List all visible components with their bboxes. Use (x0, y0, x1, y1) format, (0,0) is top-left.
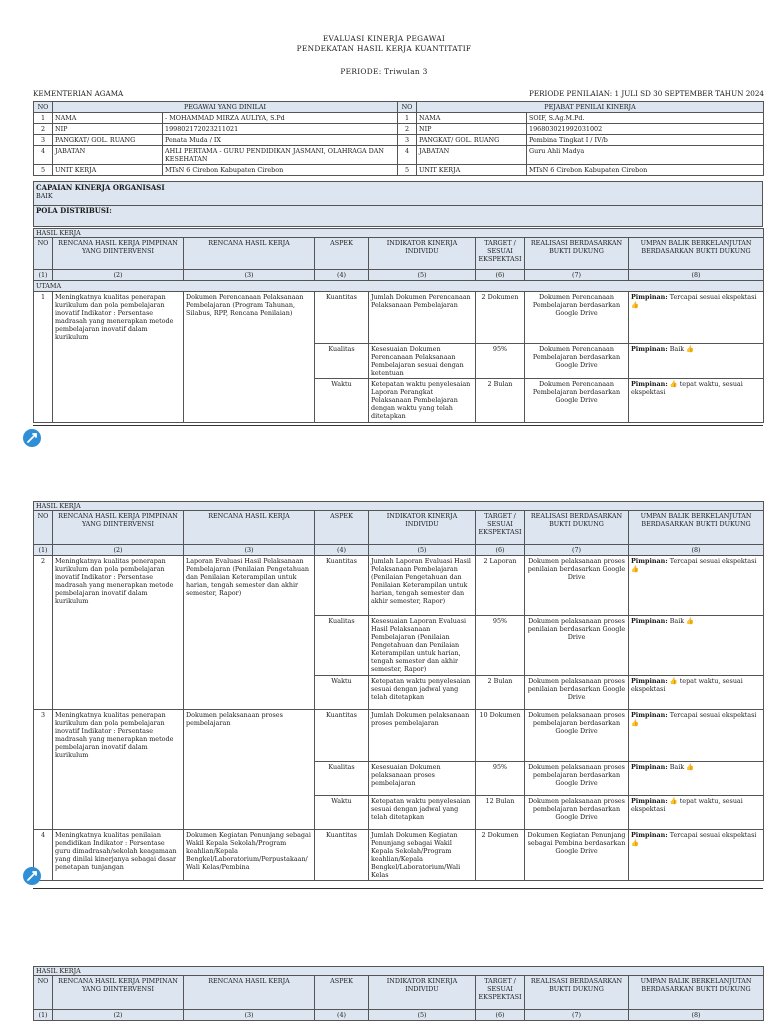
umpan-balik (629, 616, 764, 676)
doc-subtitle: PENDEKATAN HASIL KERJA KUANTITATIF (296, 44, 472, 53)
aspek: Waktu (315, 676, 369, 710)
col-number: (6) (476, 545, 525, 556)
target: 2 Dokumen (476, 830, 525, 881)
section-title: HASIL KERJA (34, 502, 764, 511)
penilai-nama: SOIF, S.Ag.M.Pd. (527, 113, 764, 124)
umpan-text: Tercapai sesuai ekspektasi 👍 (631, 831, 757, 847)
umpan-text: Tercapai sesuai ekspektasi 👍 (631, 293, 757, 309)
pegawai-nama: - MOHAMMAD MIRZA AULIYA, S.Pd (163, 113, 398, 124)
utama-label: UTAMA (34, 281, 764, 292)
umpan-label: Pimpinan: (631, 557, 668, 565)
col-number: (5) (369, 1010, 476, 1021)
periode-penilaian: PERIODE PENILAIAN: 1 JULI SD 30 SEPTEMBER TAHUN 2024 (529, 89, 764, 98)
indikator: Ketepatan waktu penyelesaian sesuai dengan jadwal yang telah ditetapkan (369, 796, 476, 830)
umpan-label: Pimpinan: (631, 345, 668, 353)
row-no: 5 (34, 165, 53, 176)
aspek: Kuantitas (315, 292, 369, 344)
col-number: (2) (53, 1010, 184, 1021)
indikator: Jumlah Dokumen Kegiatan Penunjang sebagai Wakil Kepala Sekolah/Program keahlian/Kepala Bengkel/Laboratorium/Wali Kelas (369, 830, 476, 881)
col-header: TARGET / SESUAI EKSPEKTASI (476, 976, 525, 1010)
table-row (34, 710, 764, 762)
item-no: 3 (34, 710, 53, 830)
aspek: Waktu (315, 379, 369, 423)
target: 2 Bulan (476, 676, 525, 710)
row-no: 2 (398, 124, 417, 135)
indikator: Kesesuaian Dokumen pelaksanaan proses pembelajaran (369, 762, 476, 796)
umpan-balik (629, 676, 764, 710)
id-no-header-2: NO (398, 102, 417, 113)
identity-row (34, 135, 764, 146)
col-number: (8) (629, 1010, 764, 1021)
indikator: Jumlah Dokumen Perencanaan Pelaksanaan Pembelajaran (369, 292, 476, 344)
target: 95% (476, 344, 525, 379)
target: 2 Bulan (476, 379, 525, 423)
col-header: REALISASI BERDASARKAN BUKTI DUKUNG (525, 976, 629, 1010)
aspek: Kuantitas (315, 556, 369, 616)
col-number: (7) (525, 270, 629, 281)
penilai-pangkat: Pembina Tingkat I / IV/b (527, 135, 764, 146)
col-header: UMPAN BALIK BERKELANJUTAN BERDASARKAN BUKTI DUKUNG (629, 976, 764, 1010)
doc-title: EVALUASI KINERJA PEGAWAI (322, 34, 446, 43)
row-no: 3 (398, 135, 417, 146)
target: 95% (476, 762, 525, 796)
col-header: RENCANA HASIL KERJA (184, 511, 315, 545)
capaian-title: CAPAIAN KINERJA ORGANISASI (36, 183, 165, 192)
col-number: (4) (315, 270, 369, 281)
col-number: (3) (184, 545, 315, 556)
col-number: (1) (34, 1010, 53, 1021)
col-number: (1) (34, 545, 53, 556)
col-header: RENCANA HASIL KERJA PIMPINAN YANG DIINTERVENSI (53, 511, 184, 545)
indikator: Ketepatan waktu penyelesaian Laporan Perangkat Pelaksanaan Pembelajaran dengan waktu yang telah ditetapkan (369, 379, 476, 423)
row-no: 4 (398, 146, 417, 165)
aspek: Kuantitas (315, 710, 369, 762)
col-number: (2) (53, 545, 184, 556)
umpan-balik (629, 710, 764, 762)
col-number: (1) (34, 270, 53, 281)
penilai-jabatan: Guru Ahli Madya (527, 146, 764, 165)
row-label: NIP (53, 124, 163, 135)
umpan-text: 👍 tepat waktu, sesuai ekspektasi (631, 677, 743, 693)
capaian-table (33, 181, 763, 227)
col-number: (5) (369, 270, 476, 281)
item-pimpinan: Meningkatnya kualitas penerapan kurikulum dan pola pembelajaran inovatif Indikator : Persentase madrasah yang menerapkan metode pembelajaran inovatif dalam kurikulum (53, 710, 184, 830)
pegawai-nip: 199802172023211021 (163, 124, 398, 135)
umpan-text: 👍 tepat waktu, sesuai ekspektasi (631, 797, 743, 813)
col-number: (3) (184, 270, 315, 281)
row-label: JABATAN (417, 146, 527, 165)
pola-distribusi: POLA DISTRIBUSI: (36, 206, 112, 215)
row-label: PANGKAT/ GOL. RUANG (417, 135, 527, 146)
col-header: RENCANA HASIL KERJA (184, 976, 315, 1010)
umpan-label: Pimpinan: (631, 380, 668, 388)
item-no: 2 (34, 556, 53, 710)
doc-periode: PERIODE: Triwulan 3 (340, 67, 428, 76)
col-header: TARGET / SESUAI EKSPEKTASI (476, 238, 525, 270)
realisasi: Dokumen pelaksanaan proses pembelajaran berdasarkan Google Drive (525, 796, 629, 830)
umpan-label: Pimpinan: (631, 763, 668, 771)
col-header: NO (34, 976, 53, 1010)
instansi: KEMENTERIAN AGAMA (33, 89, 124, 98)
row-label: NAMA (417, 113, 527, 124)
row-label: UNIT KERJA (417, 165, 527, 176)
umpan-label: Pimpinan: (631, 293, 668, 301)
item-pimpinan: Meningkatnya kualitas penerapan kurikulum dan pola pembelajaran inovatif Indikator : Persentase madrasah yang menerapkan metode pembelajaran inovatif dalam kurikulum (53, 292, 184, 423)
row-no: 4 (34, 146, 53, 165)
indikator: Ketepatan waktu penyelesaian sesuai dengan jadwal yang telah ditetapkan (369, 676, 476, 710)
col-header: UMPAN BALIK BERKELANJUTAN BERDASARKAN BUKTI DUKUNG (629, 238, 764, 270)
col-number: (4) (315, 1010, 369, 1021)
realisasi: Dokumen pelaksanaan proses penilaian berdasarkan Google Drive (525, 676, 629, 710)
col-header: ASPEK (315, 511, 369, 545)
item-pimpinan: Meningkatnya kualitas penilaian pendidikan Indikator : Persentase guru dimadrasah/sekolah keagamaan yang dinilai kinerjanya sebagai dasar penetapan tunjangan (53, 830, 184, 881)
row-no: 5 (398, 165, 417, 176)
col-header: RENCANA HASIL KERJA (184, 238, 315, 270)
row-label: NIP (417, 124, 527, 135)
penilai-nip: 196803021992031002 (527, 124, 764, 135)
umpan-text: Baik 👍 (669, 763, 695, 771)
col-header: REALISASI BERDASARKAN BUKTI DUKUNG (525, 511, 629, 545)
umpan-balik (629, 292, 764, 344)
col-number: (6) (476, 270, 525, 281)
row-no: 3 (34, 135, 53, 146)
row-label: UNIT KERJA (53, 165, 163, 176)
umpan-text: Baik 👍 (669, 617, 695, 625)
row-no: 1 (398, 113, 417, 124)
col-number: (5) (369, 545, 476, 556)
pegawai-unit: MTsN 6 Cirebon Kabupaten Cirebon (163, 165, 398, 176)
realisasi: Dokumen pelaksanaan proses penilaian berdasarkan Google Drive (525, 616, 629, 676)
pegawai-jabatan: AHLI PERTAMA - GURU PENDIDIKAN JASMANI, OLAHRAGA DAN KESEHATAN (163, 146, 398, 165)
item-rencana: Dokumen Perencanaan Pelaksanaan Pembelajaran (Program Tahunan, Silabus, RPP, Rencana Penilaian) (184, 292, 315, 423)
page-divider (33, 425, 763, 426)
col-header: ASPEK (315, 238, 369, 270)
realisasi: Dokumen Kegiatan Penunjang sebagai Pembina berdasarkan Google Drive (525, 830, 629, 881)
target: 2 Dokumen (476, 292, 525, 344)
hasil-kerja-table-2 (33, 501, 764, 881)
umpan-balik (629, 344, 764, 379)
item-no: 4 (34, 830, 53, 881)
col-number: (2) (53, 270, 184, 281)
indikator: Kesesuaian Laporan Evaluasi Hasil Pelaksanaan Pembelajaran (Penilaian Pengetahuan dan Penilaian Keterampilan untuk harian, tengah semester dan akhir semester, Rapor) (369, 616, 476, 676)
indikator: Jumlah Laporan Evaluasi Hasil Pelaksanaan Pembelajaran (Penilaian Pengetahuan dan Penilaian Keterampilan untuk harian, tengah semester dan akhir semester, Rapor) (369, 556, 476, 616)
realisasi: Dokumen Perencanaan Pembelajaran berdasarkan Google Drive (525, 292, 629, 344)
target: 2 Laporan (476, 556, 525, 616)
umpan-label: Pimpinan: (631, 711, 668, 719)
target: 95% (476, 616, 525, 676)
table-row (34, 292, 764, 344)
realisasi: Dokumen Perencanaan Pembelajaran berdasarkan Google Drive (525, 344, 629, 379)
col-header: INDIKATOR KINERJA INDIVIDU (369, 238, 476, 270)
col-header: RENCANA HASIL KERJA PIMPINAN YANG DIINTERVENSI (53, 976, 184, 1010)
col-header: TARGET / SESUAI EKSPEKTASI (476, 511, 525, 545)
umpan-balik (629, 556, 764, 616)
aspek: Kualitas (315, 762, 369, 796)
row-no: 1 (34, 113, 53, 124)
col-number: (7) (525, 545, 629, 556)
col-number: (8) (629, 545, 764, 556)
page-divider (33, 888, 763, 889)
target: 10 Dokumen (476, 710, 525, 762)
col-header: INDIKATOR KINERJA INDIVIDU (369, 976, 476, 1010)
row-no: 2 (34, 124, 53, 135)
realisasi: Dokumen pelaksanaan proses pembelajaran berdasarkan Google Drive (525, 710, 629, 762)
identity-row (34, 146, 764, 165)
umpan-balik (629, 762, 764, 796)
identity-row (34, 113, 764, 124)
umpan-label: Pimpinan: (631, 831, 668, 839)
row-label: NAMA (53, 113, 163, 124)
col-header: NO (34, 238, 53, 270)
col-header: INDIKATOR KINERJA INDIVIDU (369, 511, 476, 545)
item-no: 1 (34, 292, 53, 423)
table-row (34, 556, 764, 616)
aspek: Kualitas (315, 616, 369, 676)
umpan-text: 👍 tepat waktu, sesuai ekspektasi (631, 380, 743, 396)
col-header: REALISASI BERDASARKAN BUKTI DUKUNG (525, 238, 629, 270)
umpan-balik (629, 796, 764, 830)
realisasi: Dokumen Perencanaan Pembelajaran berdasarkan Google Drive (525, 379, 629, 423)
section-title: HASIL KERJA (34, 229, 764, 238)
row-label: PANGKAT/ GOL. RUANG (53, 135, 163, 146)
identity-table (33, 101, 764, 176)
item-rencana: Laporan Evaluasi Hasil Pelaksanaan Pembelajaran (Penilaian Pengetahuan dan Penilaian Keterampilan untuk harian, tengah semester dan akhir semester, Rapor) (184, 556, 315, 710)
section-title: HASIL KERJA (34, 967, 764, 976)
umpan-label: Pimpinan: (631, 677, 668, 685)
pegawai-pangkat: Penata Muda / IX (163, 135, 398, 146)
umpan-text: Baik 👍 (669, 345, 695, 353)
col-header: NO (34, 511, 53, 545)
col-header: ASPEK (315, 976, 369, 1010)
aspek: Kuantitas (315, 830, 369, 881)
col-number: (3) (184, 1010, 315, 1021)
hasil-kerja-table-1 (33, 228, 764, 423)
hasil-kerja-table-3 (33, 966, 764, 1021)
realisasi: Dokumen pelaksanaan proses pembelajaran berdasarkan Google Drive (525, 762, 629, 796)
identity-row (34, 165, 764, 176)
umpan-label: Pimpinan: (631, 617, 668, 625)
col-number: (8) (629, 270, 764, 281)
col-number: (6) (476, 1010, 525, 1021)
pointer-tool-icon[interactable] (22, 428, 42, 448)
penilai-unit: MTsN 6 Cirebon Kabupaten Cirebon (527, 165, 764, 176)
col-number: (7) (525, 1010, 629, 1021)
col-header: UMPAN BALIK BERKELANJUTAN BERDASARKAN BUKTI DUKUNG (629, 511, 764, 545)
left-title: PEGAWAI YANG DINILAI (53, 102, 398, 113)
umpan-text: Tercapai sesuai ekspektasi 👍 (631, 557, 757, 573)
item-pimpinan: Meningkatnya kualitas penerapan kurikulum dan pola pembelajaran inovatif Indikator : Persentase madrasah yang menerapkan metode pembelajaran inovatif dalam kurikulum (53, 556, 184, 710)
pointer-tool-icon[interactable] (22, 866, 42, 886)
row-label: JABATAN (53, 146, 163, 165)
col-number: (4) (315, 545, 369, 556)
indikator: Kesesuaian Dokumen Perencanaan Pelaksanaan Pembelajaran sesuai dengan ketentuan (369, 344, 476, 379)
aspek: Waktu (315, 796, 369, 830)
realisasi: Dokumen pelaksanaan proses penilaian berdasarkan Google Drive (525, 556, 629, 616)
umpan-balik (629, 830, 764, 881)
identity-row (34, 124, 764, 135)
indikator: Jumlah Dokumen pelaksanaan proses pembelajaran (369, 710, 476, 762)
id-no-header: NO (34, 102, 53, 113)
aspek: Kualitas (315, 344, 369, 379)
table-row (34, 830, 764, 881)
umpan-label: Pimpinan: (631, 797, 668, 805)
item-rencana: Dokumen pelaksanaan proses pembelajaran (184, 710, 315, 830)
item-rencana: Dokumen Kegiatan Penunjang sebagai Wakil Kepala Sekolah/Program keahlian/Kepala Bengkel/Laboratorium/Perpustakaan/Wali Kelas/Pembina (184, 830, 315, 881)
right-title: PEJABAT PENILAI KINERJA (417, 102, 764, 113)
umpan-text: Tercapai sesuai ekspektasi 👍 (631, 711, 757, 727)
col-header: RENCANA HASIL KERJA PIMPINAN YANG DIINTERVENSI (53, 238, 184, 270)
capaian-value: BAIK (36, 192, 53, 200)
target: 12 Bulan (476, 796, 525, 830)
umpan-balik (629, 379, 764, 423)
